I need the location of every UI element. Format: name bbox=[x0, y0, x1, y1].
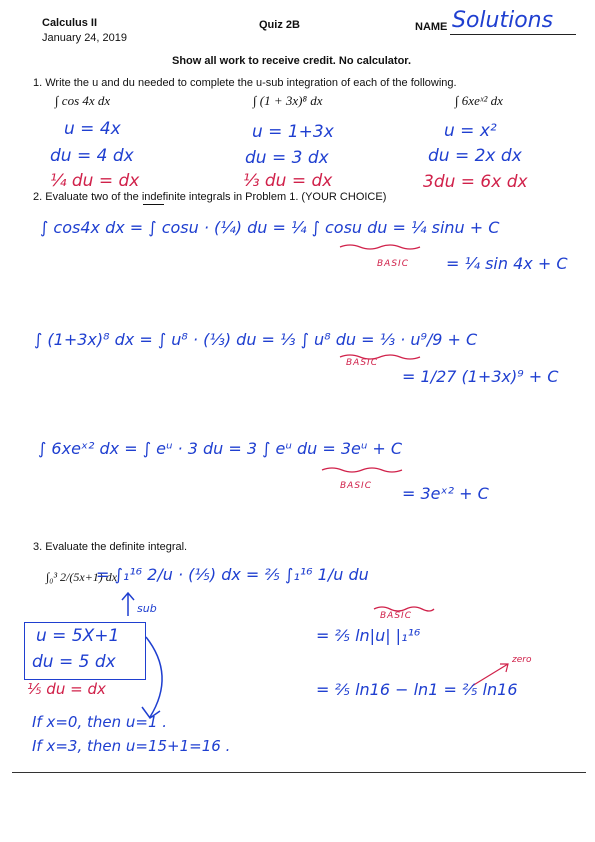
p3-step1: = ∫₁¹⁶ 2/u · (⅕) dx = ⅖ ∫₁¹⁶ 1/u du bbox=[96, 565, 369, 584]
p1-integral-a: ∫ cos 4x dx bbox=[55, 93, 111, 108]
basic-underline-a bbox=[338, 242, 428, 252]
p3-box-du: du = 5 dx bbox=[32, 652, 116, 672]
p1-integral-c: ∫ 6xeˣ² dx bbox=[455, 93, 503, 108]
p3-zero-note: zero bbox=[512, 655, 532, 665]
p2-solution-c-line1: ∫ 6xeˣ² dx = ∫ eᵘ · 3 du = 3 ∫ eᵘ du = 3eᵘ + C bbox=[38, 439, 403, 458]
name-label: NAME bbox=[415, 21, 448, 33]
problem1-prompt: 1. Write the u and du needed to complete the u-sub integration of each of the following. bbox=[33, 77, 457, 89]
p1-integral-b: ∫ (1 + 3x)⁸ dx bbox=[253, 93, 323, 108]
name-underline bbox=[450, 34, 576, 35]
p2-basic-a: BASIC bbox=[377, 259, 409, 269]
p2-basic-b: BASIC bbox=[346, 358, 378, 368]
bottom-rule bbox=[12, 772, 586, 773]
sub-arrow-icon bbox=[118, 590, 138, 618]
p3-basic: BASIC bbox=[380, 611, 412, 621]
p3-box-u: u = 5X+1 bbox=[36, 626, 120, 646]
p1-dx-b: ⅓ du = dx bbox=[243, 171, 333, 191]
two-underline bbox=[143, 204, 164, 205]
course-title: Calculus II bbox=[42, 17, 98, 29]
basic-underline-c bbox=[320, 465, 410, 475]
p1-du-b: du = 3 dx bbox=[245, 148, 329, 168]
quiz-date: January 24, 2019 bbox=[42, 32, 128, 44]
p1-u-a: u = 4x bbox=[64, 119, 121, 139]
p3-dx-line: ⅕ du = dx bbox=[27, 680, 106, 698]
problem2-prompt: 2. Evaluate two of the indefinite integrals in Problem 1. (YOUR CHOICE) bbox=[33, 191, 387, 203]
p2-solution-b-line1: ∫ (1+3x)⁸ dx = ∫ u⁸ · (⅓) du = ⅓ ∫ u⁸ du = ⅓ · u⁹/9 + C bbox=[34, 330, 478, 349]
p1-u-c: u = x² bbox=[444, 121, 497, 141]
p3-limit1: If x=0, then u=1 . bbox=[32, 713, 168, 731]
p1-dx-c: 3du = 6x dx bbox=[423, 172, 528, 192]
curved-arrow-icon bbox=[120, 635, 180, 725]
p3-step3: = ⅖ ln16 − ln1 = ⅖ ln16 bbox=[316, 680, 518, 699]
p2-basic-c: BASIC bbox=[340, 481, 372, 491]
p2-solution-a-line2: = ¼ sin 4x + C bbox=[446, 254, 568, 273]
p3-limit2: If x=3, then u=15+1=16 . bbox=[32, 737, 231, 755]
p1-du-c: du = 2x dx bbox=[428, 146, 522, 166]
p1-dx-a: ¼ du = dx bbox=[50, 171, 140, 191]
p1-du-a: du = 4 dx bbox=[50, 146, 134, 166]
instructions: Show all work to receive credit. No calculator. bbox=[172, 55, 412, 67]
name-value: Solutions bbox=[452, 8, 554, 33]
p2-solution-b-line2: = 1/27 (1+3x)⁹ + C bbox=[402, 367, 559, 386]
p2-solution-c-line2: = 3eˣ² + C bbox=[402, 484, 489, 503]
p3-step2: = ⅖ ln|u| |₁¹⁶ bbox=[316, 626, 421, 645]
p1-u-b: u = 1+3x bbox=[252, 122, 334, 142]
problem3-prompt: 3. Evaluate the definite integral. bbox=[33, 541, 188, 553]
p3-integral: ∫₀³ 2/(5x+1) dx bbox=[46, 570, 118, 584]
p3-sub-label: sub bbox=[137, 602, 157, 615]
quiz-title: Quiz 2B bbox=[259, 19, 300, 31]
p2-solution-a-line1: ∫ cos4x dx = ∫ cosu · (¼) du = ¼ ∫ cosu du = ¼ sinu + C bbox=[40, 218, 500, 237]
